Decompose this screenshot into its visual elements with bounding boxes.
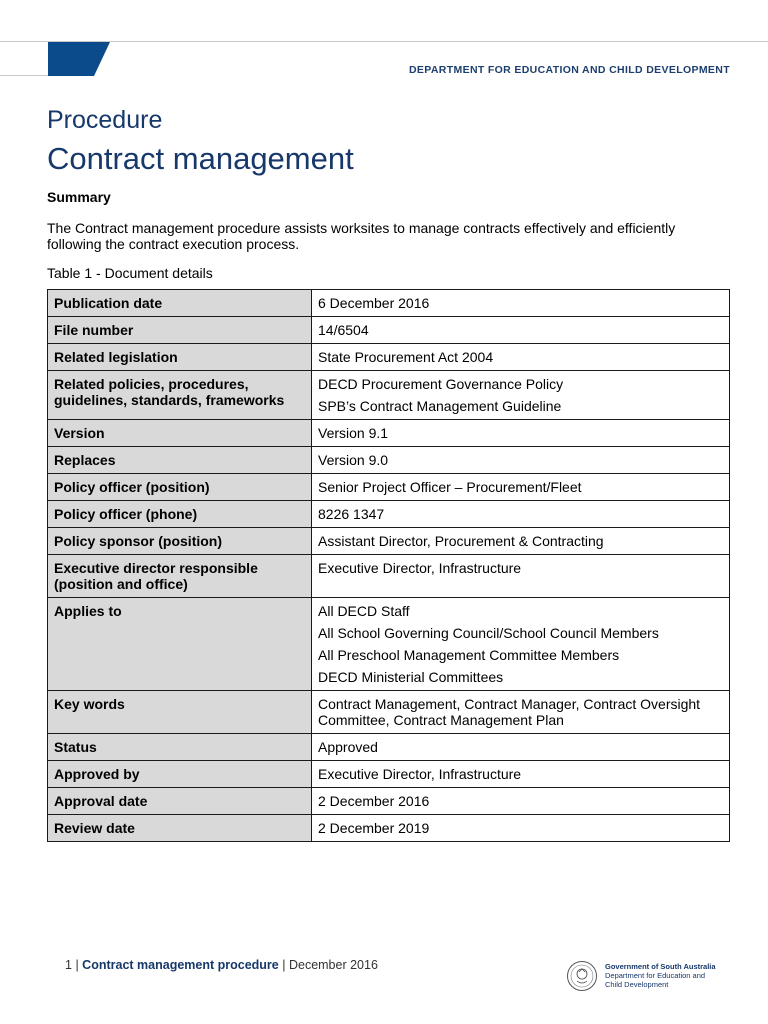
table-row [48,788,730,815]
detail-value [312,734,730,761]
detail-label: Related policies, procedures, guidelines, standards, frameworks [48,371,312,420]
detail-label: Approved by [48,761,312,788]
detail-value [312,290,730,317]
detail-value-line: 6 December 2016 [318,295,430,311]
detail-value [312,371,730,420]
footer-separator: | [75,958,79,972]
detail-value [312,420,730,447]
detail-value-line: Approved [318,739,378,755]
table-row [48,420,730,447]
detail-label: Applies to [48,598,312,691]
detail-value-line: Contract Management, Contract Manager, Contract Oversight Committee, Contract Management Plan [318,696,701,728]
footer-separator: | [282,958,286,972]
detail-label: Policy officer (position) [48,474,312,501]
table-caption: Table 1 - Document details [47,265,213,281]
logo-line-1: Government of South Australia [605,962,716,971]
page-title: Contract management [47,141,354,176]
logo-line-2: Department for Education and [605,971,706,980]
detail-value-line: 2 December 2016 [318,793,430,809]
header-tab-shape [48,42,110,76]
logo-text [605,962,716,989]
detail-value [312,788,730,815]
document-type: Procedure [47,106,163,134]
page-number: 1 [65,958,72,972]
detail-value [312,501,730,528]
detail-value-line: DECD Procurement Governance Policy [318,376,564,392]
detail-label: Related legislation [48,344,312,371]
detail-label: Approval date [48,788,312,815]
detail-value-line: Version 9.1 [318,425,389,441]
table-row [48,761,730,788]
detail-value-line: All School Governing Council/School Council Members [318,625,659,641]
detail-label: Replaces [48,447,312,474]
detail-label: Policy sponsor (position) [48,528,312,555]
detail-value-line: Assistant Director, Procurement & Contracting [318,533,604,549]
table-row [48,447,730,474]
detail-value-line: Senior Project Officer – Procurement/Fleet [318,479,582,495]
footer-date: December 2016 [288,958,378,972]
detail-label: Executive director responsible (position and office) [48,555,312,598]
table-row [48,344,730,371]
detail-value [312,474,730,501]
table-row [48,815,730,842]
table-row [48,474,730,501]
logo-line-3: Child Development [605,980,669,989]
detail-value-line: 8226 1347 [318,506,385,522]
footer-doc-title: Contract management procedure [82,958,279,972]
detail-value-line: State Procurement Act 2004 [318,349,494,365]
detail-value [312,761,730,788]
table-row [48,691,730,734]
detail-label: Version [48,420,312,447]
detail-label: Policy officer (phone) [48,501,312,528]
summary-heading: Summary [47,189,111,205]
detail-value-line: 2 December 2019 [318,820,430,836]
detail-value [312,447,730,474]
detail-value [312,528,730,555]
detail-value [312,317,730,344]
detail-value-line: 14/6504 [318,322,369,338]
detail-value-line: DECD Ministerial Committees [318,669,504,685]
table-row [48,528,730,555]
detail-label: Publication date [48,290,312,317]
document-details-table [47,289,730,842]
summary-text: The Contract management procedure assists worksites to manage contracts effectively and efficiently following the contract execution process. [47,220,676,252]
table-row [48,371,730,420]
department-name: DEPARTMENT FOR EDUCATION AND CHILD DEVELOPMENT [409,64,730,76]
detail-label: Status [48,734,312,761]
detail-label: Key words [48,691,312,734]
detail-value-line: Executive Director, Infrastructure [318,560,522,576]
table-row [48,598,730,691]
detail-label: File number [48,317,312,344]
detail-value [312,344,730,371]
table-row [48,501,730,528]
detail-value-line: All Preschool Management Committee Members [318,647,620,663]
detail-label: Review date [48,815,312,842]
detail-value [312,691,730,734]
government-logo [566,960,726,994]
south-australia-crest-icon [566,960,598,992]
detail-value [312,815,730,842]
header-rule [0,41,768,42]
table-row [48,317,730,344]
detail-value-line: SPB’s Contract Management Guideline [318,398,562,414]
detail-value-line: Version 9.0 [318,452,389,468]
table-row [48,290,730,317]
detail-value-line: All DECD Staff [318,603,410,619]
detail-value [312,555,730,598]
page-footer [65,958,378,972]
detail-value-line: Executive Director, Infrastructure [318,766,522,782]
detail-value [312,598,730,691]
table-row [48,734,730,761]
table-row [48,555,730,598]
